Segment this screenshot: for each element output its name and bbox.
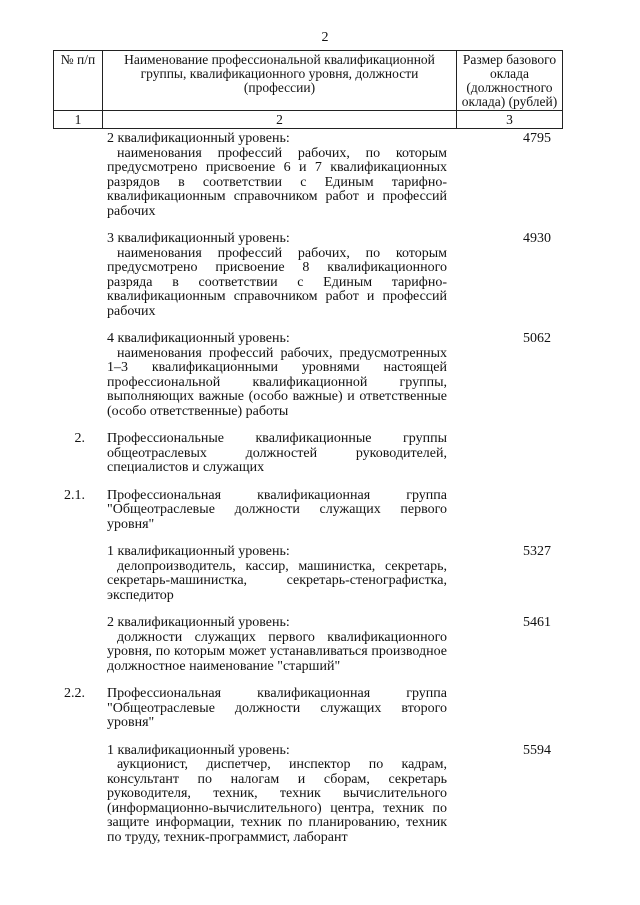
row-body: Профессиональная квалификационная группа "Общеотраслевые должности служащих первого уровня"	[107, 487, 447, 532]
row-body: наименования профессий рабочих, по которым предусмотрено присвоение 8 квалификационного разряда в соответствии с Единым тарифно-квалификационным справочником работ и профессий рабочих	[107, 245, 447, 319]
row-salary: 5062	[523, 331, 551, 346]
row-number	[53, 744, 97, 846]
header-col-index-1: 1	[54, 111, 103, 129]
table-body	[53, 132, 551, 845]
row-number	[53, 132, 97, 219]
table-row	[53, 687, 551, 731]
row-number	[53, 545, 97, 603]
table-row	[53, 744, 551, 846]
row-body: Профессиональные квалификационные группы общеотраслевых должностей руководителей, специалистов и служащих	[107, 431, 447, 475]
header-name-cell: Наименование профессиональной квалификационной группы, квалификационного уровня, должности (профессии)	[103, 51, 457, 111]
row-body: делопроизводитель, кассир, машинистка, секретарь, секретарь-машинистка, секретарь-стенографистка, экспедитор	[107, 558, 447, 603]
row-number: 2.1.	[64, 487, 85, 503]
row-title: 4 квалификационный уровень:	[107, 331, 290, 346]
row-body: должности служащих первого квалификационного уровня, по которым может устанавливаться производное должностное наименование "старший"	[107, 629, 447, 674]
table-header	[53, 50, 563, 129]
row-number	[53, 616, 97, 674]
table-row	[53, 616, 551, 674]
row-number	[53, 232, 97, 319]
row-title: 1 квалификационный уровень:	[107, 544, 290, 559]
row-body: наименования профессий рабочих, предусмотренных 1–3 квалификационными уровнями настоящей профессиональной квалификационной группы, выполняющих важные (особо важные) и ответственные (особо ответственные) работы	[107, 345, 447, 419]
row-body: наименования профессий рабочих, по которым предусмотрено присвоение 6 и 7 квалификационных разрядов в соответствии с Единым тарифно-квалификационным справочником работ и профессий рабочих	[107, 145, 447, 219]
row-title: 3 квалификационный уровень:	[107, 231, 290, 246]
row-title: 2 квалификационный уровень:	[107, 131, 290, 146]
row-title: 2 квалификационный уровень:	[107, 615, 290, 630]
table-row	[53, 332, 551, 419]
table-row	[53, 132, 551, 219]
table-row	[53, 232, 551, 319]
row-number: 2.2.	[64, 686, 85, 701]
header-salary-cell: Размер базового оклада (должностного оклада) (рублей)	[457, 51, 563, 111]
page-number: 2	[321, 30, 329, 45]
table-row	[53, 545, 551, 603]
row-number	[53, 332, 97, 419]
row-number: 2.	[74, 431, 85, 446]
row-salary: 5594	[523, 742, 551, 758]
header-col-index-3: 3	[457, 111, 563, 129]
header-col-index-2: 2	[103, 111, 457, 129]
row-title: 1 квалификационный уровень:	[107, 742, 290, 758]
header-number-cell: № п/п	[54, 51, 103, 111]
table-row	[53, 432, 551, 476]
row-body: Профессиональная квалификационная группа "Общеотраслевые должности служащих второго уровня"	[107, 686, 447, 730]
table-row	[53, 489, 551, 533]
row-salary: 4930	[523, 231, 551, 246]
row-salary: 5461	[523, 615, 551, 630]
row-body: аукционист, диспетчер, инспектор по кадрам, консультант по налогам и сборам, секретарь руководителя, техник, техник вычислительного (информационно-вычислительного) центра, техник по защите информации, техник по планированию, техник по труду, техник-программист, лаборант	[107, 757, 447, 845]
row-salary: 5327	[523, 544, 551, 559]
row-salary: 4795	[523, 131, 551, 146]
